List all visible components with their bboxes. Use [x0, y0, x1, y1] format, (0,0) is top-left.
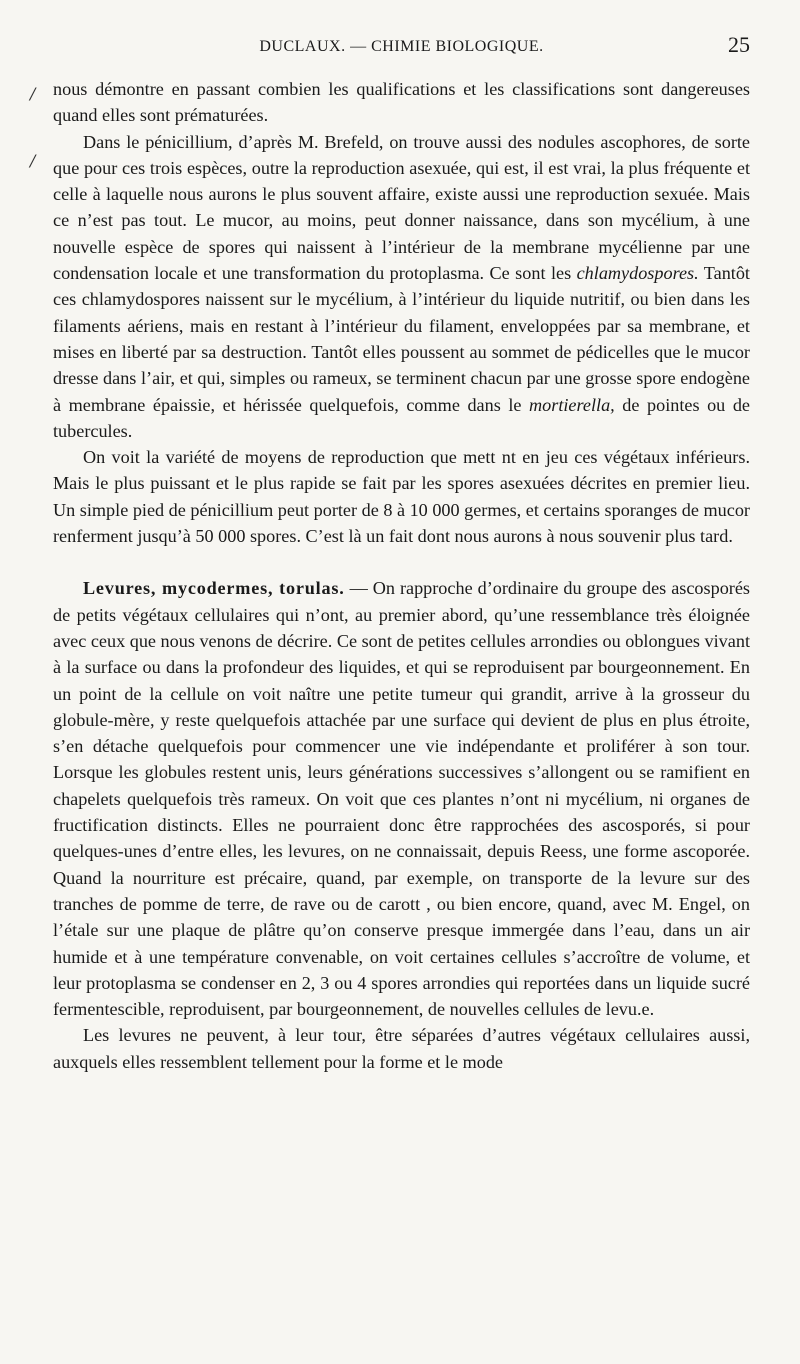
text-run: Dans le pénicillium, d’après M. Brefeld, on trouve aussi des nodules ascophores, de sorte que pour ces trois espèces, outre la reproduction asexuée, qui est, il est vrai, la plus fréquente et celle à laquelle nous aurons le plus souvent affaire, existe aussi une reproduction sexuée. Mais ce n’est pas tout. Le mucor, au moins, peut donner naissance, dans son mycélium, à une nouvelle espèce de spores qui naissent à l’intérieur de la membrane mycélienne par une condensation locale et une transformation du protoplasma. Ce sont les [53, 131, 750, 284]
italic-term: chlamydospores. [576, 263, 699, 284]
paragraph: nous démontre en passant combien les qualifications et les classifications sont dangereuses quand elles sont prématurées. [53, 79, 750, 126]
running-title: DUCLAUX. — CHIMIE BIOLOGIQUE. [259, 38, 544, 55]
page-header [53, 32, 750, 60]
paragraph [53, 129, 750, 445]
paragraph [53, 575, 750, 1022]
text-run: — On rapproche d’ordinaire du groupe des ascosporés de petits végétaux cellulaires qui n’ont, au premier abord, qu’une ressemblance très éloignée avec ceux que nous venons de décrire. Ce sont de petites cellules arrondies ou oblongues vivant à la surface ou dans la profondeur des liquides, et qui se reproduisent par bourgeonnement. En un point de la cellule on voit naître une petite tumeur qui grandit, arrive à la grosseur du globule-mère, y reste quelquefois attachée par une surface qui devient de plus en plus étroite, s’en détache quelquefois pour commencer une vie indépendante et proliférer à son tour. Lorsque les globules restent unis, leurs générations successives s’allongent ou se ramifient en chapelets quelquefois très rameux. On voit que ces plantes n’ont ni mycélium, ni organes de fructification distincts. Elles ne pourraient donc être rapprochées des ascosporés, si pour quelques-unes d’entre elles, les levures, on ne connaissait, depuis Reess, une forme ascoporée. Quand la nourriture est précaire, quand, par exemple, on transporte de la levure sur des tranches de pomme de terre, de rave ou de carott , ou bien encore, quand, avec M. Engel, on l’étale sur une plaque de plâtre qu’on conserve presque immergée dans l’eau, dans un air humide et à une température convenable, on voit certaines cellules s’accroître de volume, et leur protoplasma se condenser en 2, 3 ou 4 spores arrondies qui reportées dans un liquide sucré fermentescible, reproduisent, par bourgeonnement, de nouvelles cellules de levu.e. [53, 578, 750, 1020]
italic-term: mortierella, [529, 394, 615, 415]
page-number: 25 [728, 32, 750, 57]
margin-mark: / [30, 151, 36, 170]
text-run: de pointes ou de tubercules. [53, 394, 750, 441]
text-run: Tantôt ces chlamydospores naissent sur le mycélium, à l’intérieur du liquide nutritif, ou bien dans les filaments aériens, mais en restant à l’intérieur du filament, enveloppées par sa membrane, et mises en liberté par sa destruction. Tantôt elles poussent au sommet de pédicelles que le mucor dresse dans l’air, et qui, simples ou rameux, se terminent chacun par une grosse spore endogène à membrane épaissie, et hérissée quelquefois, comme dans le [53, 263, 750, 415]
paragraph: Les levures ne peuvent, à leur tour, être séparées d’autres végétaux cellulaires aussi, auxquels elles ressemblent tellement pour la forme et le mode [53, 1025, 750, 1072]
margin-mark: / [30, 84, 36, 103]
paragraph: On voit la variété de moyens de reproduction que mett nt en jeu ces végétaux inférieurs. Mais le plus puissant et le plus rapide se fait par les spores asexuées décrites en premier lieu. Un simple pied de pénicillium peut porter de 8 à 10 000 germes, et certains sporanges de mucor renferment jusqu’à 50 000 spores. C’est là un fait dont nous aurons à nous souvenir plus tard. [53, 447, 750, 547]
body-text [53, 76, 750, 1075]
section-heading: Levures, mycodermes, torulas. [83, 578, 345, 599]
